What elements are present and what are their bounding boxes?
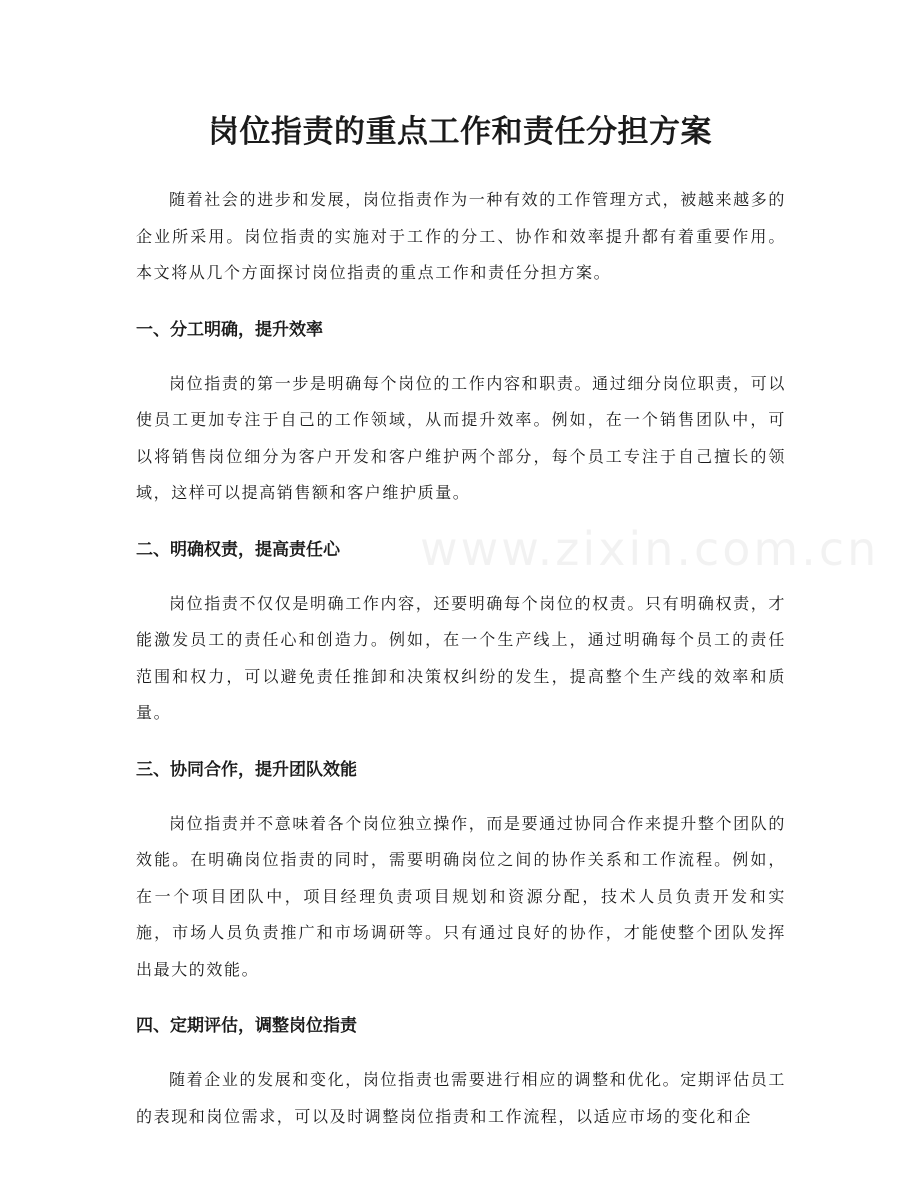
- intro-paragraph: 随着社会的进步和发展，岗位指责作为一种有效的工作管理方式，被越来越多的企业所采用。岗位指责的实施对于工作的分工、协作和效率提升都有着重要作用。本文将从几个方面探讨岗位指责的重点工作和责任分担方案。: [136, 190, 786, 282]
- section-4: [136, 1008, 786, 1135]
- section-heading: 四、定期评估，调整岗位指责: [136, 1016, 357, 1036]
- document-body: [136, 182, 786, 1135]
- page-title: 岗位指责的重点工作和责任分担方案: [208, 114, 712, 150]
- section-paragraph: 岗位指责不仅仅是明确工作内容，还要明确每个岗位的权责。只有明确权责，才能激发员工的责任心和创造力。例如，在一个生产线上，通过明确每个员工的责任范围和权力，可以避免责任推卸和决策权纠纷的发生，提高整个生产线的效率和质量。: [136, 593, 786, 722]
- section-heading: 二、明确权责，提高责任心: [136, 539, 340, 560]
- section-paragraph: 随着企业的发展和变化，岗位指责也需要进行相应的调整和优化。定期评估员工的表现和岗位需求，可以及时调整岗位指责和工作流程，以适应市场的变化和企: [136, 1070, 786, 1126]
- section-paragraph: 岗位指责的第一步是明确每个岗位的工作内容和职责。通过细分岗位职责，可以使员工更加专注于自己的工作领域，从而提升效率。例如，在一个销售团队中，可以将销售岗位细分为客户开发和客户维护两个部分，每个员工专注于自己擅长的领域，这样可以提高销售额和客户维护质量。: [136, 373, 786, 502]
- section-2: [136, 532, 786, 732]
- section-heading: 三、协同合作，提升团队效能: [136, 759, 357, 780]
- watermark: www.zixin.com.cn: [420, 522, 880, 576]
- section-3: [136, 752, 786, 989]
- section-paragraph: 岗位指责并不意味着各个岗位独立操作，而是要通过协同合作来提升整个团队的效能。在明确岗位指责的同时，需要明确岗位之间的协作关系和工作流程。例如，在一个项目团队中，项目经理负责项目规划和资源分配，技术人员负责开发和实施，市场人员负责推广和市场调研等。只有通过良好的协作，才能使整个团队发挥出最大的效能。: [136, 813, 786, 979]
- section-1: [136, 312, 786, 512]
- section-heading: 一、分工明确，提升效率: [136, 319, 323, 340]
